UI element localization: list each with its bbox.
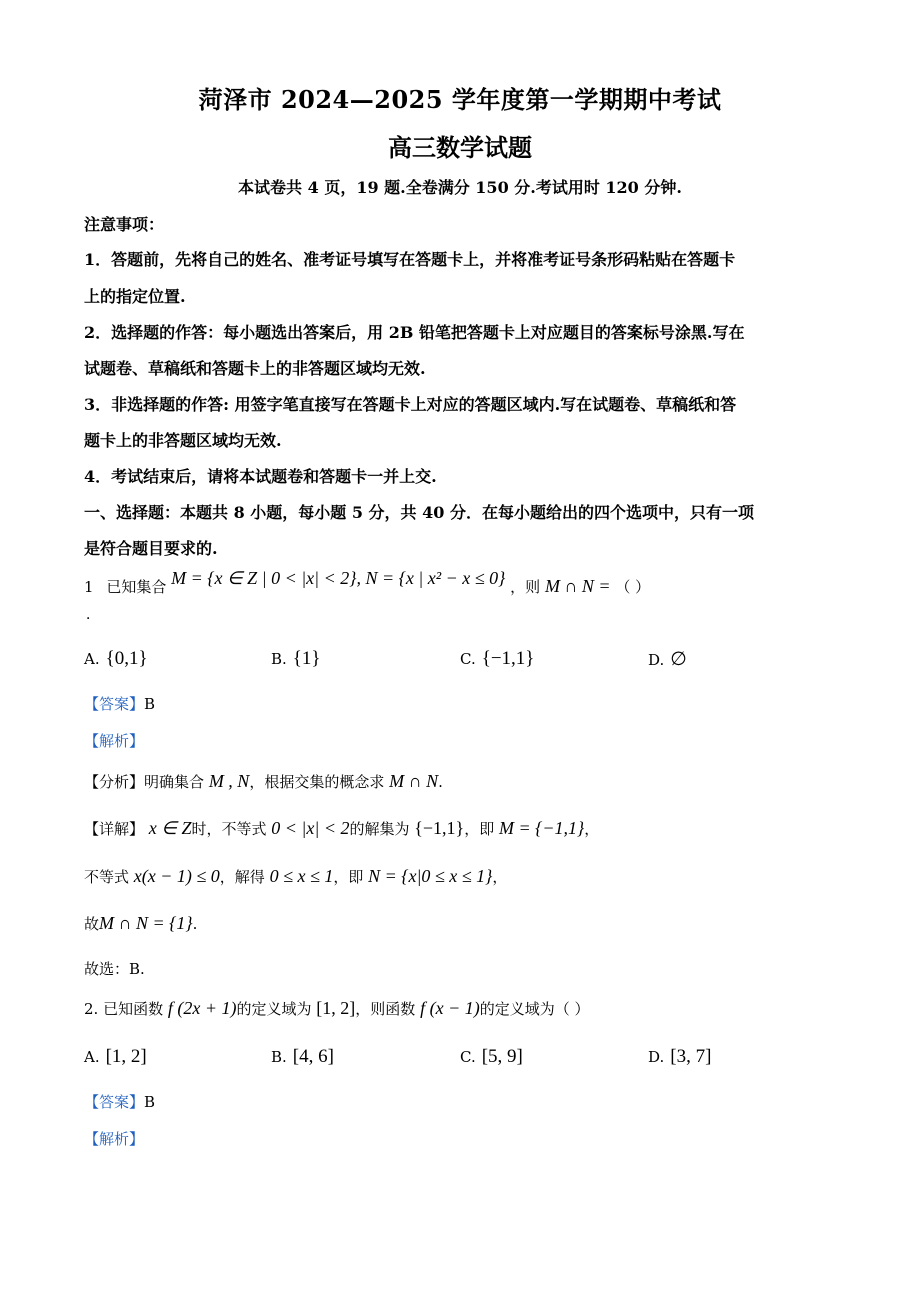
notice-heading: 注意事项： [84, 215, 165, 234]
fenxi-tag: 【分析】 [84, 773, 145, 791]
fenxi-math: M ∩ N [389, 771, 439, 791]
xiangjie-tag: 【详解】 [84, 820, 145, 838]
question-1-answer [84, 693, 839, 714]
solution-text: ，解得 [219, 868, 265, 886]
question-1-number: 1 [84, 578, 94, 596]
question-1-prefix: 已知集合 [106, 578, 167, 596]
question-2-math: [1, 2] [316, 998, 356, 1018]
question-1-conclusion: 故选：B. [84, 960, 145, 978]
solution-text: ， [584, 820, 600, 838]
question-1-option-a [84, 648, 148, 670]
question-1-dot: ． [86, 607, 100, 623]
option-label: B. [271, 1048, 287, 1066]
question-1-stem [84, 568, 651, 597]
question-1-xiangjie-line-2 [84, 866, 839, 887]
option-label: B. [271, 650, 287, 668]
question-2-answer [84, 1091, 839, 1112]
fenxi-end: . [438, 773, 443, 791]
solution-math: N = {x|0 ≤ x ≤ 1} [368, 866, 493, 886]
question-1-option-d [648, 648, 687, 671]
question-2-text: ，则函数 [355, 1000, 416, 1018]
solution-math: M ∩ N = {1} [99, 913, 193, 933]
option-value: ∅ [670, 649, 687, 670]
solution-math: x(x − 1) ≤ 0 [133, 866, 220, 886]
question-2-text: 的定义域为（ ） [479, 1000, 590, 1018]
option-value: [1, 2] [105, 1046, 147, 1067]
question-2-option-c [460, 1046, 523, 1068]
option-value: {0,1} [105, 648, 148, 669]
question-1-suffix: ，则 [510, 578, 541, 596]
option-value: {−1,1} [481, 648, 535, 669]
question-1-ask: M ∩ N = [544, 576, 611, 596]
solution-text: ， [492, 868, 508, 886]
question-1-xiangjie-line-3 [84, 913, 839, 934]
option-value: [5, 9] [481, 1046, 523, 1067]
question-1-xiangjie-line-1 [84, 818, 839, 839]
notice-item-3-line-2: 题卡上的非答题区域均无效. [84, 431, 282, 450]
solution-math: 0 < |x| < 2 [271, 818, 350, 838]
option-value: {1} [292, 648, 321, 669]
solution-text: . [192, 915, 198, 933]
question-2-text: 的定义域为 [236, 1000, 312, 1018]
solution-text: 的解集为 [349, 820, 410, 838]
question-1-sets: M = {x ∈ Z | 0 < |x| < 2}, N = {x | x² − x ≤ 0} [171, 568, 506, 588]
solution-math: 0 ≤ x ≤ 1 [269, 866, 334, 886]
solution-text: ，即 [333, 868, 364, 886]
notice-item-3-line-1: 3．非选择题的作答: 用签字笔直接写在答题卡上对应的答题区域内.写在试题卷、草稿纸和答 [84, 395, 737, 414]
option-label: A. [84, 650, 100, 668]
answer-value: B [144, 1093, 156, 1111]
answer-tag: 【答案】 [84, 695, 145, 713]
option-label: C. [460, 1048, 476, 1066]
notice-item-4: 4．考试结束后，请将本试题卷和答题卡一并上交. [84, 467, 437, 486]
exam-subject: 高三数学试题 [388, 133, 532, 162]
question-2-stem [84, 998, 839, 1019]
question-1-option-b [271, 648, 321, 670]
section-1-line-2: 是符合题目要求的. [84, 539, 218, 558]
question-2-math: f (x − 1) [420, 998, 480, 1018]
solution-math: {−1,1} [414, 818, 465, 838]
section-1-line-1: 一、选择题：本题共 8 小题，每小题 5 分，共 40 分．在每小题给出的四个选项中，只有一项 [84, 503, 754, 522]
fenxi-math: M , N [208, 771, 250, 791]
question-1-fenxi [84, 771, 839, 792]
question-2-option-b [271, 1046, 334, 1068]
notice-item-2-line-1: 2．选择题的作答：每小题选出答案后，用 2B 铅笔把答题卡上对应题目的答案标号涂黑.写在 [84, 323, 745, 342]
option-label: D. [648, 1048, 665, 1066]
option-label: A. [84, 1048, 100, 1066]
solution-math: x ∈ Z [148, 818, 192, 838]
notice-item-1-line-1: 1．答题前，先将自己的姓名、准考证号填写在答题卡上，并将准考证号条形码粘贴在答题卡 [84, 250, 736, 269]
question-1-blank: （ ） [615, 578, 651, 596]
question-2-math: f (2x + 1) [167, 998, 237, 1018]
answer-value: B [144, 695, 156, 713]
solution-math: M = {−1,1} [499, 818, 585, 838]
option-value: [4, 6] [292, 1046, 334, 1067]
option-label: D. [648, 651, 665, 669]
question-2-prefix: 2. 已知函数 [84, 1000, 164, 1018]
option-value: [3, 7] [670, 1046, 712, 1067]
fenxi-text: ，根据交集的概念求 [249, 773, 385, 791]
solution-text: ，即 [464, 820, 495, 838]
solution-text: 不等式 [84, 868, 130, 886]
notice-item-1-line-2: 上的指定位置. [84, 287, 186, 306]
solution-text: 故 [84, 915, 100, 933]
question-2-option-d [648, 1046, 711, 1068]
question-2-analysis-tag: 【解析】 [84, 1130, 145, 1148]
solution-text: 时，不等式 [191, 820, 267, 838]
question-2-option-a [84, 1046, 147, 1068]
exam-subtitle: 本试卷共 4 页，19 题.全卷满分 150 分.考试用时 120 分钟. [238, 178, 682, 197]
exam-title: 菏泽市 2024—2025 学年度第一学期期中考试 [198, 85, 722, 114]
answer-tag: 【答案】 [84, 1093, 145, 1111]
question-1-analysis-tag: 【解析】 [84, 732, 145, 750]
option-label: C. [460, 650, 476, 668]
question-1-option-c [460, 648, 534, 670]
fenxi-text: 明确集合 [144, 773, 205, 791]
notice-item-2-line-2: 试题卷、草稿纸和答题卡上的非答题区域均无效. [84, 359, 426, 378]
